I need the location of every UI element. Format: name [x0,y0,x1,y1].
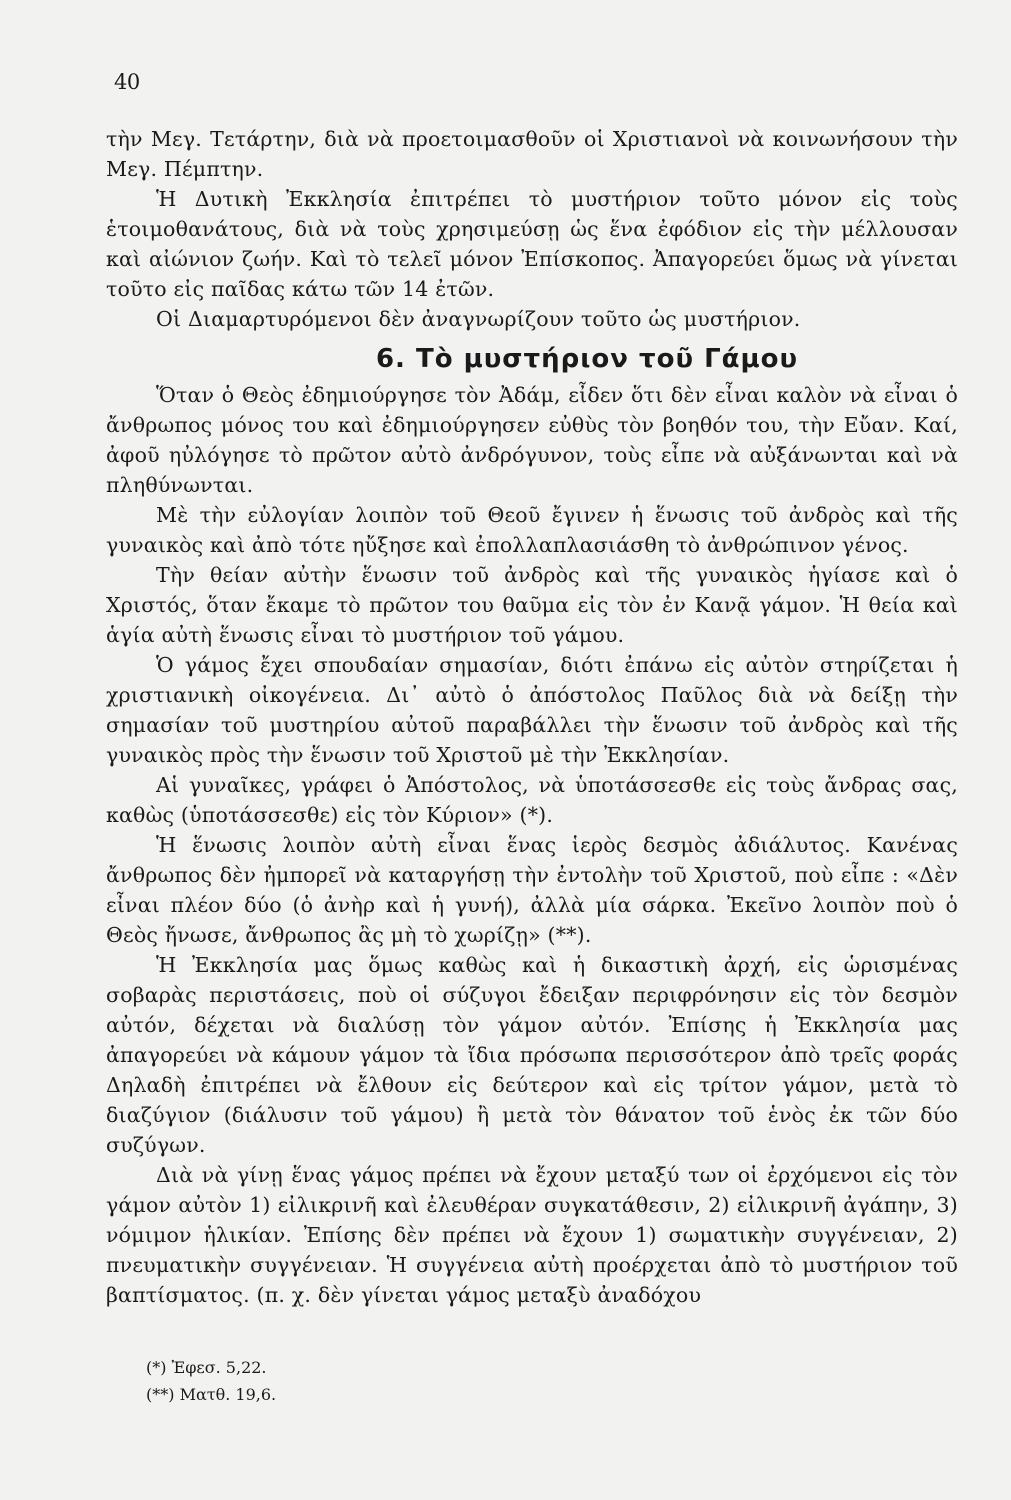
footnotes [146,1354,276,1408]
body-text [106,124,958,1310]
paragraph: Τὴν θείαν αὐτὴν ἕνωσιν τοῦ ἀνδρὸς καὶ τῆς γυναικὸς ἡγίασε καὶ ὁ Χριστός, ὅταν ἔκαμε τὸ πρῶτον του θαῦμα εἰς τὸν ἐν Κανᾷ γάμον. Ἡ θεία καὶ ἁγία αὐτὴ ἕνωσις εἶναι τὸ μυστήριον τοῦ γάμου. [106,563,958,647]
paragraph: τὴν Μεγ. Τετάρτην, διὰ νὰ προετοιμασθοῦν οἱ Χριστιανοὶ νὰ κοινωνήσουν τὴν Μεγ. Πέμπτην. [106,127,958,181]
page-number: 40 [114,70,140,94]
footnote: (**) Ματθ. 19,6. [146,1385,277,1404]
paragraph: Ἡ Δυτικὴ Ἐκκλησία ἐπιτρέπει τὸ μυστήριον τοῦτο μόνον εἰς τοὺς ἑτοιμοθανάτους, διὰ νὰ τοὺς χρησιμεύσῃ ὡς ἕνα ἐφόδιον εἰς τὴν μέλλουσαν καὶ αἰώνιον ζωήν. Καὶ τὸ τελεῖ μόνον Ἐπίσκοπος. Ἀπαγορεύει ὅμως νὰ γίνεται τοῦτο εἰς παῖδας κάτω τῶν 14 ἐτῶν. [106,187,958,301]
paragraph: Οἱ Διαμαρτυρόμενοι δὲν ἀναγνωρίζουν τοῦτο ὡς μυστήριον. [156,307,801,331]
paragraph: Μὲ τὴν εὐλογίαν λοιπὸν τοῦ Θεοῦ ἔγινεν ἡ ἕνωσις τοῦ ἀνδρὸς καὶ τῆς γυναικὸς καὶ ἀπὸ τότε ηὔξησε καὶ ἐπολλαπλασιάσθη τὸ ἀνθρώπινον γένος. [106,503,958,557]
paragraph: Ἡ Ἐκκλησία μας ὅμως καθὼς καὶ ἡ δικαστικὴ ἀρχή, εἰς ὡρισμένας σοβαρὰς περιστάσεις, ποὺ οἱ σύζυγοι ἔδειξαν περιφρόνησιν εἰς τὸν δεσμὸν αὐτόν, δέχεται νὰ διαλύσῃ τὸν γάμον αὐτόν. Ἐπίσης ἡ Ἐκκλησία μας ἀπαγορεύει νὰ κάμουν γάμον τὰ ἴδια πρόσωπα περισσότερον ἀπὸ τρεῖς φοράς Δηλαδὴ ἐπιτρέπει νὰ ἔλθουν εἰς δεύτερον καὶ εἰς τρίτον γάμον, μετὰ τὸ διαζύγιον (διάλυσιν τοῦ γάμου) ἢ μετὰ τὸν θάνατον τοῦ ἑνὸς ἐκ τῶν δύο συζύγων. [106,953,958,1157]
paragraph: Ὅταν ὁ Θεὸς ἐδημιούργησε τὸν Ἀδάμ, εἶδεν ὅτι δὲν εἶναι καλὸν νὰ εἶναι ὁ ἄνθρωπος μόνος του καὶ ἐδημιούργησεν εὐθὺς τὸν βοηθόν του, τὴν Εὔαν. Καί, ἀφοῦ ηὐλόγησε τὸ πρῶτον αὐτὸ ἀνδρόγυνον, τοὺς εἶπε νὰ αὐξάνωνται καὶ νὰ πληθύνωνται. [106,383,958,497]
paragraph: Ἡ ἕνωσις λοιπὸν αὐτὴ εἶναι ἕνας ἱερὸς δεσμὸς ἀδιάλυτος. Κανένας ἄνθρωπος δὲν ἠμπορεῖ νὰ καταργήσῃ τὴν ἐντολὴν τοῦ Χριστοῦ, ποὺ εἶπε : «Δὲν εἶναι πλέον δύο (ὁ ἀνὴρ καὶ ἡ γυνή), ἀλλὰ μία σάρκα. Ἐκεῖνο λοιπὸν ποὺ ὁ Θεὸς ἤνωσε, ἄνθρωπος ἂς μὴ τὸ χωρίζῃ» (**). [106,833,958,947]
footnote: (*) Ἐφεσ. 5,22. [146,1358,267,1377]
paragraph: Διὰ νὰ γίνῃ ἕνας γάμος πρέπει νὰ ἔχουν μεταξύ των οἱ ἐρχόμενοι εἰς τὸν γάμον αὐτὸν 1) εἰλικρινῆ καὶ ἐλευθέραν συγκατάθεσιν, 2) εἰλικρινῆ ἀγάπην, 3) νόμιμον ἡλικίαν. Ἐπίσης δὲν πρέπει νὰ ἔχουν 1) σωματικὴν συγγένειαν, 2) πνευματικὴν συγγένειαν. Ἡ συγγένεια αὐτὴ προέρχεται ἀπὸ τὸ μυστήριον τοῦ βαπτίσματος. (π. χ. δὲν γίνεται γάμος μεταξὺ ἀναδόχου [106,1163,958,1307]
paragraph: Αἱ γυναῖκες, γράφει ὁ Ἀπόστολος, νὰ ὑποτάσσεσθε εἰς τοὺς ἄνδρας σας, καθὼς (ὑποτάσσεσθε) εἰς τὸν Κύριον» (*). [106,773,958,827]
paragraph: Ὁ γάμος ἔχει σπουδαίαν σημασίαν, διότι ἐπάνω εἰς αὐτὸν στηρίζεται ἡ χριστιανικὴ οἰκογένεια. Δι᾽ αὐτὸ ὁ ἀπόστολος Παῦλος διὰ νὰ δείξῃ τὴν σημασίαν τοῦ μυστηρίου αὐτοῦ παραβάλλει τὴν ἕνωσιν τοῦ ἀνδρὸς καὶ τῆς γυναικὸς πρὸς τὴν ἕνωσιν τοῦ Χριστοῦ μὲ τὴν Ἐκκλησίαν. [106,653,958,767]
section-heading: 6. Τὸ μυστήριον τοῦ Γάμου [375,344,799,374]
